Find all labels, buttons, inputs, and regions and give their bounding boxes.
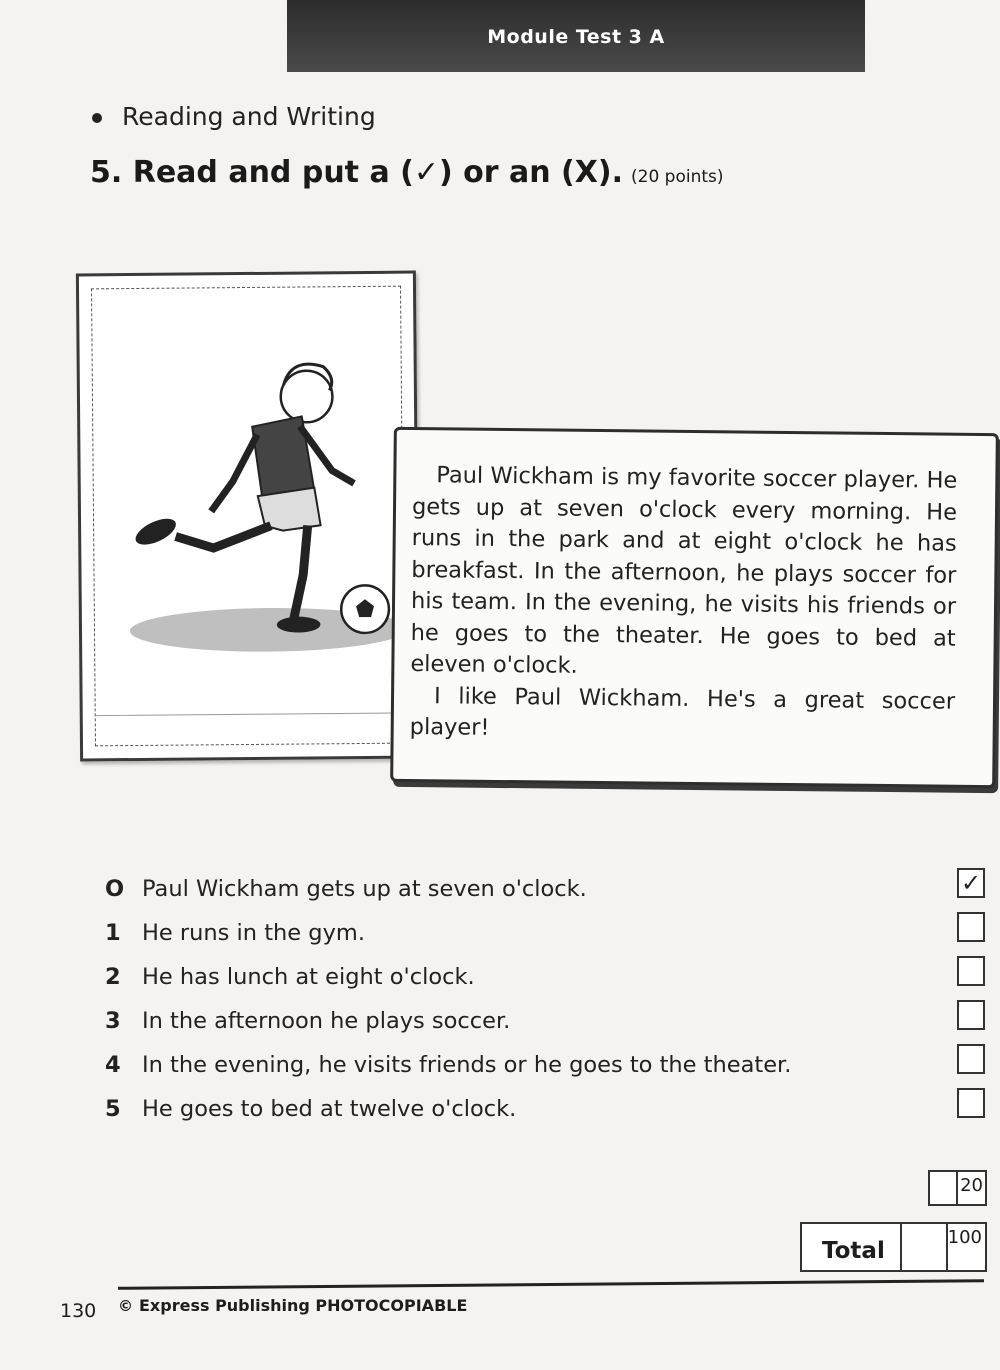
score-divider bbox=[956, 1172, 958, 1204]
statement-text: In the evening, he visits friends or he goes to the theater. bbox=[142, 1052, 792, 1078]
section-label bbox=[92, 102, 376, 131]
task-heading bbox=[90, 155, 724, 190]
statement-text: He has lunch at eight o'clock. bbox=[142, 964, 475, 990]
publisher: Express Publishing bbox=[139, 1296, 310, 1315]
statement-number: O bbox=[105, 876, 125, 902]
total-divider bbox=[900, 1224, 902, 1270]
statement-item bbox=[105, 1088, 990, 1128]
task-points: (20 points) bbox=[631, 167, 724, 187]
total-max: 100 bbox=[947, 1227, 982, 1248]
answer-box[interactable] bbox=[957, 956, 985, 986]
answer-box[interactable] bbox=[957, 1000, 985, 1030]
reading-passage-card bbox=[390, 427, 999, 788]
statement-number: 5 bbox=[105, 1096, 121, 1122]
photo-frame bbox=[76, 271, 420, 762]
statement-text: Paul Wickham gets up at seven o'clock. bbox=[142, 876, 587, 902]
statement-item bbox=[105, 1000, 990, 1040]
answer-box[interactable] bbox=[957, 1088, 985, 1118]
answer-box[interactable]: ✓ bbox=[957, 868, 985, 898]
header-bar bbox=[287, 0, 865, 72]
statement-number: 3 bbox=[105, 1008, 121, 1034]
score-max: 20 bbox=[960, 1175, 983, 1196]
answer-box[interactable] bbox=[957, 1044, 985, 1074]
copyright-line bbox=[118, 1296, 467, 1315]
statement-item bbox=[105, 868, 990, 908]
section-label-text: Reading and Writing bbox=[122, 102, 376, 131]
statement-number: 1 bbox=[105, 920, 121, 946]
statement-number: 4 bbox=[105, 1052, 121, 1078]
statement-text: In the afternoon he plays soccer. bbox=[142, 1008, 511, 1034]
answer-box[interactable] bbox=[957, 912, 985, 942]
statement-item bbox=[105, 912, 990, 952]
photo-inner-border bbox=[91, 286, 405, 747]
page-title: Module Test 3 A bbox=[487, 26, 665, 48]
statement-number: 2 bbox=[105, 964, 121, 990]
total-label: Total bbox=[822, 1238, 885, 1264]
bullet-icon bbox=[92, 113, 102, 123]
total-box[interactable] bbox=[800, 1222, 987, 1272]
score-box[interactable] bbox=[928, 1170, 987, 1206]
statement-text: He runs in the gym. bbox=[142, 920, 365, 946]
photocopiable-note: PHOTOCOPIABLE bbox=[315, 1296, 468, 1315]
reading-passage bbox=[410, 460, 958, 749]
task-title: 5. Read and put a (✓) or an (X). bbox=[90, 155, 623, 190]
passage-paragraph-1: Paul Wickham is my favorite soccer player. He gets up at seven o'clock every morning. He runs in the park and at eight o'clock he has breakfast. In the afternoon, he plays soccer for his team. In the evening, he visits his friends or he goes to the theater. He goes to bed at eleven o'clock. bbox=[410, 462, 958, 679]
statement-item bbox=[105, 956, 990, 996]
passage-paragraph-2: I like Paul Wickham. He's a great soccer player! bbox=[409, 682, 956, 741]
footer-rule bbox=[118, 1279, 984, 1290]
statement-text: He goes to bed at twelve o'clock. bbox=[142, 1096, 517, 1122]
copyright-icon: © bbox=[118, 1297, 133, 1315]
soccer-player-illustration bbox=[92, 287, 404, 746]
statement-item bbox=[105, 1044, 990, 1084]
page-number: 130 bbox=[60, 1300, 97, 1322]
